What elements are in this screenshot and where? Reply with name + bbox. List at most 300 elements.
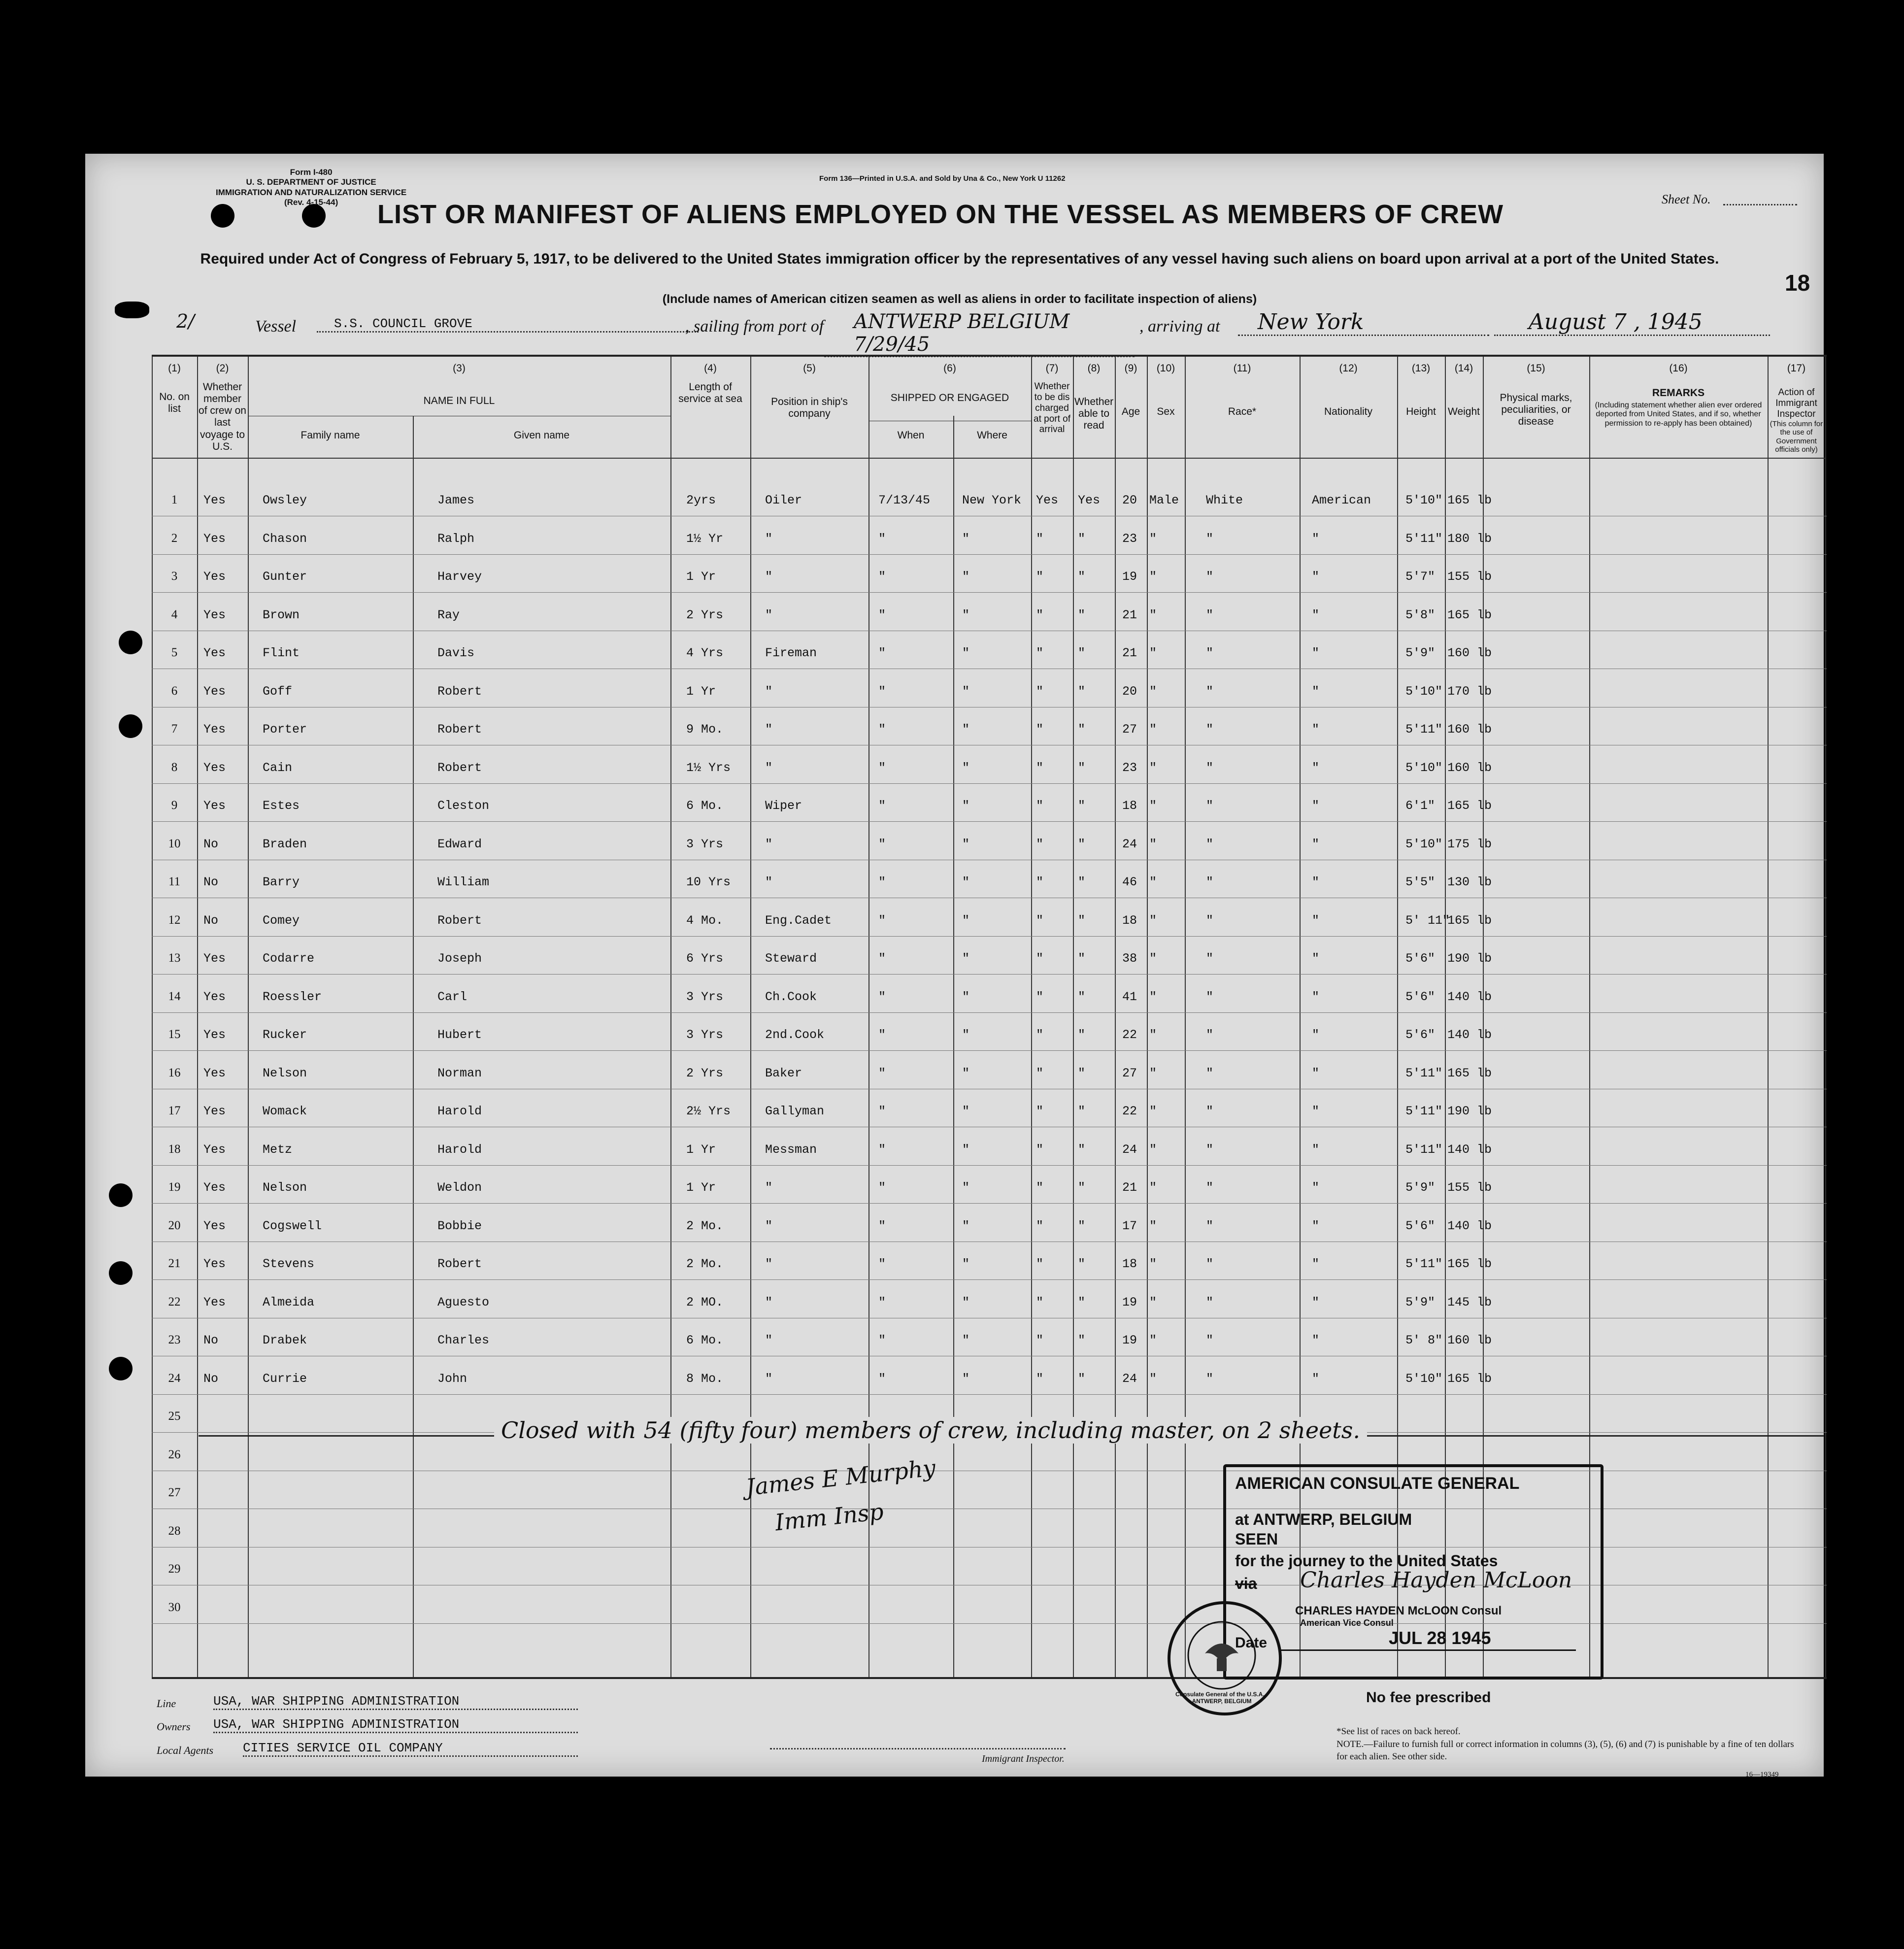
cell-race: "	[1206, 570, 1214, 584]
cell-given-name: Robert	[437, 760, 482, 775]
cell-position: "	[765, 570, 773, 584]
cell-given-name: John	[437, 1371, 468, 1386]
cell-nationality: "	[1312, 799, 1320, 813]
cell-nationality: "	[1312, 1218, 1320, 1233]
row-number: 15	[168, 1028, 181, 1041]
col-11-num: (11)	[1233, 363, 1251, 374]
cell-family-name: Barry	[263, 875, 300, 889]
cell-discharged: "	[1036, 1066, 1044, 1080]
cell-family-name: Nelson	[263, 1180, 307, 1195]
col-header-name: NAME IN FULL	[423, 395, 495, 406]
cell-family-name: Cogswell	[263, 1218, 322, 1233]
cell-nationality: "	[1312, 1142, 1320, 1157]
cell-weight: 170 lb	[1447, 684, 1492, 699]
col-header-given: Given name	[513, 430, 570, 441]
cell-height: 5'6"	[1405, 1028, 1436, 1042]
cell-race: "	[1206, 684, 1214, 699]
cell-able-to-read: "	[1078, 570, 1086, 584]
cell-race: "	[1206, 837, 1214, 851]
cell-able-to-read: "	[1078, 684, 1086, 699]
cell-position: Messman	[765, 1142, 817, 1157]
cell-family-name: Estes	[263, 799, 300, 813]
cell-family-name: Womack	[263, 1104, 307, 1118]
cell-length-of-service: 2yrs	[686, 493, 716, 507]
cell-family-name: Chason	[263, 531, 307, 546]
cell-given-name: Hubert	[437, 1028, 482, 1042]
cell-sex: "	[1149, 1028, 1157, 1042]
cell-age: 27	[1122, 1066, 1137, 1080]
cell-able-to-read: "	[1078, 989, 1086, 1004]
cell-position: Wiper	[765, 799, 802, 813]
cell-length-of-service: 6 Yrs	[686, 951, 724, 966]
cell-shipped-where: "	[962, 1180, 970, 1195]
footer-owners-label: Owners	[157, 1720, 191, 1733]
cell-weight: 165 lb	[1447, 493, 1492, 507]
cell-race: "	[1206, 989, 1214, 1004]
cell-race: White	[1206, 493, 1243, 507]
cell-weight: 160 lb	[1447, 722, 1492, 737]
col-1-num: (1)	[168, 363, 181, 374]
cell-family-name: Cain	[263, 760, 293, 775]
cell-age: 19	[1122, 1333, 1137, 1347]
cell-prev-voyage: Yes	[203, 493, 226, 507]
cell-shipped-when: "	[878, 607, 886, 622]
cell-prev-voyage: Yes	[203, 799, 226, 813]
col-header-remarks: REMARKS	[1652, 387, 1705, 399]
cell-age: 20	[1122, 493, 1137, 507]
cell-height: 5'10"	[1405, 1371, 1443, 1386]
cell-family-name: Codarre	[263, 951, 315, 966]
punch-hole	[115, 302, 149, 318]
cell-length-of-service: 1½ Yr	[686, 531, 724, 546]
cell-age: 27	[1122, 722, 1137, 737]
cell-shipped-when: "	[878, 951, 886, 966]
cell-family-name: Stevens	[263, 1257, 315, 1271]
cell-able-to-read: "	[1078, 531, 1086, 546]
cell-height: 5' 11"	[1405, 913, 1450, 928]
cell-race: "	[1206, 875, 1214, 889]
footer-agents-label: Local Agents	[157, 1744, 214, 1756]
cell-prev-voyage: No	[203, 837, 219, 851]
cell-position: "	[765, 531, 773, 546]
cell-shipped-where: "	[962, 531, 970, 546]
col-header-age: Age	[1121, 406, 1140, 417]
cell-discharged: "	[1036, 913, 1044, 928]
col-header-no: No. on list	[159, 391, 190, 415]
col-header-read: Whether able to read	[1074, 396, 1114, 432]
cell-nationality: "	[1312, 760, 1320, 775]
cell-length-of-service: 3 Yrs	[686, 989, 724, 1004]
cell-nationality: "	[1312, 684, 1320, 699]
row-number: 24	[168, 1371, 181, 1385]
cell-height: 5'10"	[1405, 684, 1443, 699]
cell-weight: 155 lb	[1447, 570, 1492, 584]
cell-age: 24	[1122, 837, 1137, 851]
cell-shipped-when: "	[878, 722, 886, 737]
consul-signature: Charles Hayden McLoon	[1300, 1568, 1572, 1593]
cell-age: 19	[1122, 570, 1137, 584]
row-number: 21	[168, 1257, 181, 1270]
cell-position: Eng.Cadet	[765, 913, 832, 928]
row-number: 12	[168, 913, 181, 927]
cell-nationality: "	[1312, 913, 1320, 928]
cell-age: 19	[1122, 1295, 1137, 1310]
cell-discharged: "	[1036, 951, 1044, 966]
col-header-nationality: Nationality	[1324, 406, 1373, 417]
inspector-signature: James E Murphy	[744, 1454, 937, 1501]
cell-length-of-service: 4 Yrs	[686, 646, 724, 660]
cell-given-name: Cleston	[437, 799, 490, 813]
cell-nationality: "	[1312, 570, 1320, 584]
cell-shipped-when: "	[878, 570, 886, 584]
races-note: *See list of races on back hereof.	[1336, 1726, 1461, 1737]
cell-discharged: Yes	[1036, 493, 1059, 507]
cell-discharged: "	[1036, 1333, 1044, 1347]
cell-discharged: "	[1036, 1180, 1044, 1195]
cell-weight: 190 lb	[1447, 1104, 1492, 1118]
cell-length-of-service: 2 Mo.	[686, 1218, 724, 1233]
cell-age: 18	[1122, 1257, 1137, 1271]
cell-prev-voyage: Yes	[203, 1104, 226, 1118]
cell-prev-voyage: Yes	[203, 570, 226, 584]
cell-nationality: "	[1312, 1066, 1320, 1080]
cell-position: "	[765, 760, 773, 775]
cell-nationality: "	[1312, 1295, 1320, 1310]
cell-sex: "	[1149, 760, 1157, 775]
cell-sex: "	[1149, 1218, 1157, 1233]
cell-prev-voyage: Yes	[203, 760, 226, 775]
cell-position: "	[765, 1180, 773, 1195]
manifest-sheet	[85, 154, 1824, 1777]
form-code: 16—19349	[1745, 1771, 1779, 1779]
row-number: 10	[168, 837, 181, 850]
row-number: 1	[171, 493, 178, 506]
footer-line-value: USA, WAR SHIPPING ADMINISTRATION	[213, 1694, 578, 1710]
cell-weight: 160 lb	[1447, 760, 1492, 775]
cell-sex: "	[1149, 722, 1157, 737]
cell-shipped-when: "	[878, 989, 886, 1004]
cell-shipped-when: "	[878, 799, 886, 813]
cell-weight: 140 lb	[1447, 1028, 1492, 1042]
cell-height: 5'11"	[1405, 1142, 1443, 1157]
cell-height: 5'6"	[1405, 951, 1436, 966]
col-header-height: Height	[1406, 406, 1436, 417]
cell-shipped-when: "	[878, 684, 886, 699]
cell-position: "	[765, 1371, 773, 1386]
punch-hole	[109, 1261, 133, 1285]
cell-length-of-service: 1½ Yrs	[686, 760, 731, 775]
cell-shipped-where: "	[962, 1104, 970, 1118]
cell-length-of-service: 3 Yrs	[686, 837, 724, 851]
cell-discharged: "	[1036, 1218, 1044, 1233]
cell-given-name: Joseph	[437, 951, 482, 966]
cell-given-name: Aguesto	[437, 1295, 490, 1310]
cell-height: 5'11"	[1405, 722, 1443, 737]
cell-prev-voyage: Yes	[203, 684, 226, 699]
cell-shipped-where: "	[962, 1218, 970, 1233]
cell-able-to-read: Yes	[1078, 493, 1101, 507]
cell-prev-voyage: Yes	[203, 1028, 226, 1042]
cell-height: 5'10"	[1405, 493, 1443, 507]
cell-race: "	[1206, 1028, 1214, 1042]
cell-race: "	[1206, 1333, 1214, 1347]
cell-shipped-where: "	[962, 760, 970, 775]
col-header-action-note: (This column for the use of Government officials only)	[1770, 420, 1823, 454]
cell-family-name: Goff	[263, 684, 293, 699]
cell-length-of-service: 4 Mo.	[686, 913, 724, 928]
cell-prev-voyage: No	[203, 913, 219, 928]
row-number: 17	[168, 1104, 181, 1117]
col-header-shipped: SHIPPED OR ENGAGED	[890, 392, 1009, 403]
cell-given-name: Robert	[437, 913, 482, 928]
col-7-num: (7)	[1045, 363, 1059, 374]
cell-shipped-when: "	[878, 646, 886, 660]
row-number: 4	[171, 607, 178, 621]
departure-port: ANTWERP BELGIUM 7/29/45	[824, 310, 1135, 357]
cell-age: 22	[1122, 1104, 1137, 1118]
cell-shipped-where: "	[962, 913, 970, 928]
cell-sex: "	[1149, 1180, 1157, 1195]
cell-sex: "	[1149, 1104, 1157, 1118]
cell-shipped-where: "	[962, 837, 970, 851]
cell-height: 5'6"	[1405, 1218, 1436, 1233]
cell-able-to-read: "	[1078, 1142, 1086, 1157]
col-9-num: (9)	[1124, 363, 1137, 374]
cell-weight: 165 lb	[1447, 1371, 1492, 1386]
row-number: 23	[168, 1333, 181, 1346]
row-number: 29	[168, 1562, 181, 1576]
cell-able-to-read: "	[1078, 722, 1086, 737]
cell-shipped-where: "	[962, 989, 970, 1004]
cell-sex: "	[1149, 1257, 1157, 1271]
row-number: 13	[168, 951, 181, 965]
arrival-port: New York	[1238, 309, 1489, 336]
cell-position: Steward	[765, 951, 817, 966]
cell-prev-voyage: Yes	[203, 1142, 226, 1157]
cell-able-to-read: "	[1078, 1180, 1086, 1195]
col-13-num: (13)	[1411, 363, 1431, 374]
cell-position: "	[765, 607, 773, 622]
cell-nationality: "	[1312, 1180, 1320, 1195]
cell-height: 5'11"	[1405, 1104, 1443, 1118]
cell-age: 18	[1122, 799, 1137, 813]
sheet-label: Sheet No.	[1662, 192, 1711, 206]
cell-shipped-when: "	[878, 760, 886, 775]
cell-discharged: "	[1036, 1257, 1044, 1271]
cell-prev-voyage: Yes	[203, 531, 226, 546]
cell-weight: 140 lb	[1447, 989, 1492, 1004]
cell-discharged: "	[1036, 684, 1044, 699]
cell-discharged: "	[1036, 646, 1044, 660]
row-number: 9	[171, 799, 178, 812]
row-number: 19	[168, 1180, 181, 1194]
cell-shipped-where: "	[962, 1295, 970, 1310]
cell-able-to-read: "	[1078, 951, 1086, 966]
col-2-num: (2)	[216, 363, 229, 374]
vessel-label: Vessel	[255, 317, 297, 336]
cell-given-name: Bobbie	[437, 1218, 482, 1233]
cell-shipped-when: "	[878, 1066, 886, 1080]
cell-shipped-when: "	[878, 1218, 886, 1233]
col-17-num: (17)	[1787, 363, 1806, 374]
cell-weight: 140 lb	[1447, 1142, 1492, 1157]
col-header-discharge: Whether to be dis charged at port of arrival	[1034, 381, 1070, 435]
cell-height: 5'5"	[1405, 875, 1436, 889]
cell-given-name: James	[437, 493, 475, 507]
cell-height: 5'11"	[1405, 531, 1443, 546]
cell-sex: "	[1149, 1066, 1157, 1080]
col-header-race: Race*	[1228, 406, 1257, 417]
cell-family-name: Drabek	[263, 1333, 307, 1347]
cell-nationality: "	[1312, 646, 1320, 660]
cell-shipped-when: 7/13/45	[878, 493, 931, 507]
cell-length-of-service: 1 Yr	[686, 570, 716, 584]
cell-weight: 130 lb	[1447, 875, 1492, 889]
punch-hole	[119, 714, 142, 738]
cell-family-name: Braden	[263, 837, 307, 851]
cell-position: "	[765, 1257, 773, 1271]
col-header-physical: Physical marks, peculiarities, or disease	[1500, 392, 1572, 428]
row-number: 11	[168, 875, 181, 888]
col-header-when: When	[897, 430, 925, 441]
cell-weight: 165 lb	[1447, 1257, 1492, 1271]
cell-nationality: American	[1312, 493, 1371, 507]
cell-shipped-when: "	[878, 875, 886, 889]
cell-height: 5'9"	[1405, 1180, 1436, 1195]
row-number: 26	[168, 1447, 181, 1461]
cell-prev-voyage: Yes	[203, 1295, 226, 1310]
arrival-date: August 7 , 1945	[1494, 309, 1770, 336]
consul-printed-name: CHARLES HAYDEN McLOON Consul	[1295, 1604, 1502, 1617]
cell-family-name: Brown	[263, 607, 300, 622]
cell-height: 5' 8"	[1405, 1333, 1443, 1347]
cell-age: 38	[1122, 951, 1137, 966]
cell-shipped-where: "	[962, 684, 970, 699]
cell-position: Baker	[765, 1066, 802, 1080]
cell-discharged: "	[1036, 799, 1044, 813]
row-number: 27	[168, 1486, 181, 1499]
cell-given-name: Weldon	[437, 1180, 482, 1195]
row-number: 3	[171, 570, 178, 583]
cell-sex: "	[1149, 1142, 1157, 1157]
cell-race: "	[1206, 913, 1214, 928]
cell-discharged: "	[1036, 607, 1044, 622]
col-14-num: (14)	[1454, 363, 1473, 374]
cell-given-name: Edward	[437, 837, 482, 851]
cell-able-to-read: "	[1078, 913, 1086, 928]
fee-note: No fee prescribed	[1366, 1689, 1491, 1706]
row-number: 7	[171, 722, 178, 736]
cell-able-to-read: "	[1078, 646, 1086, 660]
cell-nationality: "	[1312, 1333, 1320, 1347]
footer-agents-value: CITIES SERVICE OIL COMPANY	[243, 1741, 578, 1757]
cell-length-of-service: 1 Yr	[686, 684, 716, 699]
cell-shipped-when: "	[878, 1028, 886, 1042]
inspector-title: Imm Insp	[773, 1498, 885, 1536]
cell-age: 41	[1122, 989, 1137, 1004]
cell-nationality: "	[1312, 722, 1320, 737]
cell-length-of-service: 1 Yr	[686, 1142, 716, 1157]
cell-age: 24	[1122, 1371, 1137, 1386]
cell-prev-voyage: No	[203, 1333, 219, 1347]
cell-nationality: "	[1312, 951, 1320, 966]
cell-height: 5'9"	[1405, 646, 1436, 660]
cell-weight: 155 lb	[1447, 1180, 1492, 1195]
cell-sex: "	[1149, 989, 1157, 1004]
cell-age: 21	[1122, 1180, 1137, 1195]
cell-sex: Male	[1149, 493, 1179, 507]
stamp-line-5: via	[1235, 1575, 1257, 1592]
row-number: 2	[171, 531, 178, 545]
cell-race: "	[1206, 531, 1214, 546]
row-number: 8	[171, 760, 178, 774]
cell-discharged: "	[1036, 989, 1044, 1004]
cell-race: "	[1206, 799, 1214, 813]
cell-length-of-service: 10 Yrs	[686, 875, 731, 889]
cell-position: Gallyman	[765, 1104, 825, 1118]
cell-shipped-where: "	[962, 607, 970, 622]
cell-discharged: "	[1036, 722, 1044, 737]
stamp-line-1: AMERICAN CONSULATE GENERAL	[1235, 1474, 1520, 1493]
cell-sex: "	[1149, 1371, 1157, 1386]
cell-discharged: "	[1036, 1104, 1044, 1118]
cell-nationality: "	[1312, 837, 1320, 851]
cell-able-to-read: "	[1078, 1295, 1086, 1310]
col-header-where: Where	[977, 430, 1007, 441]
cell-given-name: Ray	[437, 607, 460, 622]
cell-sex: "	[1149, 799, 1157, 813]
cell-nationality: "	[1312, 1104, 1320, 1118]
cell-prev-voyage: Yes	[203, 951, 226, 966]
cell-given-name: Carl	[437, 989, 468, 1004]
row-number: 20	[168, 1218, 181, 1232]
cell-height: 5'8"	[1405, 607, 1436, 622]
cell-given-name: Charles	[437, 1333, 490, 1347]
cell-able-to-read: "	[1078, 837, 1086, 851]
col-header-remarks-note: (Including statement whether alien ever ordered deported from United States, and if so, whether permission to re-apply has been obtained)	[1595, 401, 1762, 428]
cell-given-name: Harvey	[437, 570, 482, 584]
cell-prev-voyage: Yes	[203, 1218, 226, 1233]
col-3-num: (3)	[453, 363, 466, 374]
cell-able-to-read: "	[1078, 1028, 1086, 1042]
cell-family-name: Flint	[263, 646, 300, 660]
col-header-weight: Weight	[1448, 406, 1480, 417]
stamp-date-label: Date	[1235, 1635, 1268, 1651]
cell-shipped-when: "	[878, 1295, 886, 1310]
cell-given-name: Norman	[437, 1066, 482, 1080]
stamp-line-2: at ANTWERP, BELGIUM	[1235, 1511, 1412, 1528]
cell-race: "	[1206, 1180, 1214, 1195]
cell-discharged: "	[1036, 1028, 1044, 1042]
consul-title: American Vice Consul	[1300, 1618, 1394, 1628]
cell-able-to-read: "	[1078, 1371, 1086, 1386]
cell-age: 23	[1122, 531, 1137, 546]
cell-family-name: Currie	[263, 1371, 307, 1386]
cell-length-of-service: 8 Mo.	[686, 1371, 724, 1386]
cell-able-to-read: "	[1078, 1333, 1086, 1347]
cell-race: "	[1206, 1142, 1214, 1157]
cell-length-of-service: 6 Mo.	[686, 799, 724, 813]
col-header-position: Position in ship's company	[771, 396, 848, 420]
cell-shipped-where: New York	[962, 493, 1022, 507]
cell-race: "	[1206, 1257, 1214, 1271]
cell-age: 21	[1122, 646, 1137, 660]
col-12-num: (12)	[1339, 363, 1358, 374]
col-header-service: Length of service at sea	[678, 381, 742, 405]
cell-shipped-when: "	[878, 1142, 886, 1157]
cell-family-name: Porter	[263, 722, 307, 737]
cell-length-of-service: 3 Yrs	[686, 1028, 724, 1042]
